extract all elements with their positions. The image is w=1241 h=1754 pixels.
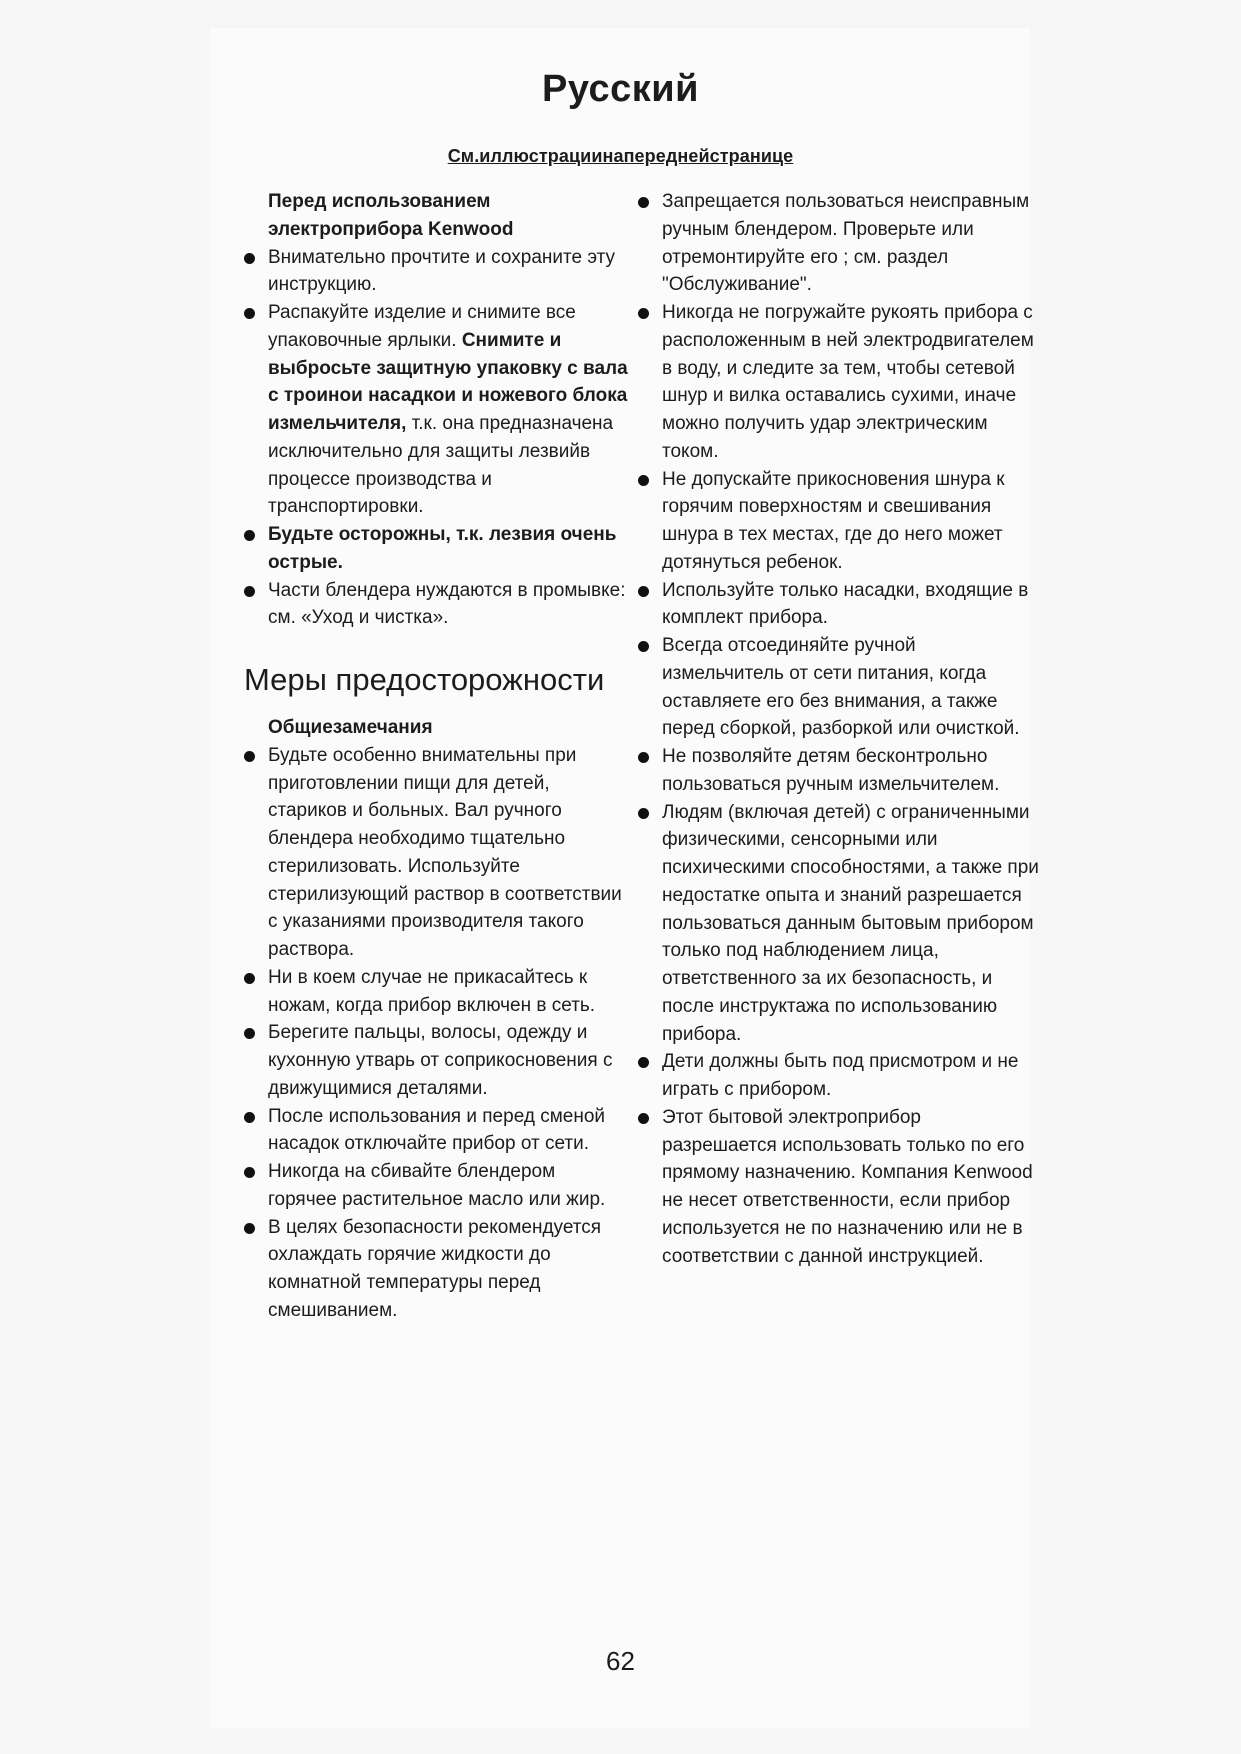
bullet-icon: [638, 586, 649, 597]
safety-item: [638, 299, 1040, 466]
intro-item: [244, 577, 629, 633]
safety-item: [244, 1019, 629, 1102]
right-column: [638, 188, 1040, 1270]
safety-item-text: Будьте особенно внимательны при приготовлении пищи для детей, стариков и больных. Вал ручного блендера необходимо тщательно стерилизовать. Используйте стерилизующий раствор в соответствии с указаниями производителя такого раствора.: [268, 744, 622, 960]
safety-item-text: Берегите пальцы, волосы, одежду и кухонную утварь от соприкосновения с движущимися деталями.: [268, 1022, 613, 1099]
safety-item-text: Людям (включая детей) с ограниченными физическими, сенсорными или психическими способностями, а также при недостатке опыта и знаний разрешается пользоваться данным бытовым прибором только под наблюдением лица, ответственного за их безопасность, и после инструктажа по использованию прибора.: [662, 801, 1039, 1045]
safety-item: [638, 632, 1040, 743]
intro-item-text: Распакуйте изделие и снимите все упаковочные ярлыки.: [268, 302, 576, 351]
bullet-icon: [638, 1057, 649, 1068]
bullet-icon: [244, 586, 255, 597]
safety-item: [244, 742, 629, 964]
safety-list-right: [638, 188, 1040, 1270]
bullet-icon: [244, 973, 255, 984]
safety-item: [638, 743, 1040, 799]
bullet-icon: [638, 808, 649, 819]
intro-item: [244, 244, 629, 300]
safety-item-text: После использования и перед сменой насадок отключайте прибор от сети.: [268, 1105, 606, 1155]
safety-item-text: Не допускайте прикосновения шнура к горячим поверхностям и свешивания шнура в тех местах, где до него может дотянуться ребенок.: [662, 468, 1005, 573]
page-number: 62: [606, 1646, 635, 1676]
page-title: Русский: [541, 68, 700, 110]
intro-list: [244, 244, 629, 633]
bullet-icon: [244, 1223, 255, 1234]
section-heading-safety: Меры предосторожности: [244, 662, 605, 697]
safety-item: [244, 1214, 629, 1325]
bullet-icon: [638, 197, 649, 208]
intro-item: [244, 299, 629, 521]
safety-item-text: Ни в коем случае не прикасайтесь к ножам, когда прибор включен в сеть.: [268, 966, 596, 1016]
illustration-reference: См.иллюстрациинапереднейстранице: [447, 146, 794, 166]
bullet-icon: [244, 530, 255, 541]
safety-item: [244, 964, 629, 1020]
intro-item: [244, 521, 629, 577]
safety-item: [244, 1103, 629, 1159]
subsection-heading-general: Общиезамечания: [268, 717, 433, 738]
bullet-icon: [638, 308, 649, 319]
safety-item-text: В целях безопасности рекомендуется охлаждать горячие жидкости до комнатной температуры перед смешиванием.: [268, 1216, 602, 1321]
bullet-icon: [244, 1028, 255, 1039]
bullet-icon: [638, 475, 649, 486]
bullet-icon: [244, 308, 255, 319]
safety-item-text: Используйте только насадки, входящие в комплект прибора.: [662, 579, 1029, 629]
safety-item: [638, 1104, 1040, 1271]
intro-item-text-cont: т.к. она предназначена исключительно для защиты лезвийв процессе производства и транспортировки.: [268, 413, 614, 518]
safety-item: [638, 466, 1040, 577]
safety-list-left: [244, 742, 629, 1325]
safety-item-text: Этот бытовой электроприбор разрешается использовать только по его прямому назначению. Компания Kenwood не несет ответственности, если прибор используется не по назначению или не в соответствии с данной инструкцией.: [662, 1106, 1033, 1267]
bullet-icon: [244, 253, 255, 264]
intro-item-text: Части блендера нуждаются в промывке: см. «Уход и чистка».: [268, 579, 626, 629]
safety-item-text: Всегда отсоединяйте ручной измельчитель от сети питания, когда оставляете его без внимания, а также перед сборкой, разборкой или очисткой.: [662, 635, 1020, 740]
safety-item: [638, 188, 1040, 299]
safety-item-text: Никогда не погружайте рукоять прибора с расположенным в ней электродвигателем в воду, и следите за тем, чтобы сетевой шнур и вилка оставались сухими, иначе можно получить удар электрическим током.: [662, 302, 1034, 462]
bullet-icon: [638, 1113, 649, 1124]
intro-item-warning: Будьте осторожны, т.к. лезвия очень острые.: [268, 524, 617, 573]
safety-item-text: Дети должны быть под присмотром и не играть с прибором.: [662, 1051, 1019, 1100]
bullet-icon: [638, 641, 649, 652]
safety-item: [638, 1048, 1040, 1104]
bullet-icon: [244, 1112, 255, 1123]
intro-heading: Перед использованием электроприбора Kenwood: [268, 191, 514, 240]
safety-item-text: Запрещается пользоваться неисправным ручным блендером. Проверьте или отремонтируйте его ; см. раздел "Обслуживание".: [662, 191, 1030, 296]
bullet-icon: [638, 752, 649, 763]
bullet-icon: [244, 1167, 255, 1178]
left-column: [244, 188, 629, 1325]
safety-item: [638, 799, 1040, 1049]
safety-item: [244, 1158, 629, 1214]
safety-item-text: Никогда на сбивайте блендером горячее растительное масло или жир.: [268, 1161, 606, 1210]
intro-item-bold-text: Снимите и выбросьте защитную упаковку с вала с троинои насадкои и ножевого блока измельчителя,: [268, 329, 628, 434]
intro-item-text: Внимательно прочтите и сохраните эту инструкцию.: [268, 246, 616, 296]
safety-item: [638, 577, 1040, 633]
bullet-icon: [244, 751, 255, 762]
safety-item-text: Не позволяйте детям бесконтрольно пользоваться ручным измельчителем.: [662, 746, 1000, 795]
